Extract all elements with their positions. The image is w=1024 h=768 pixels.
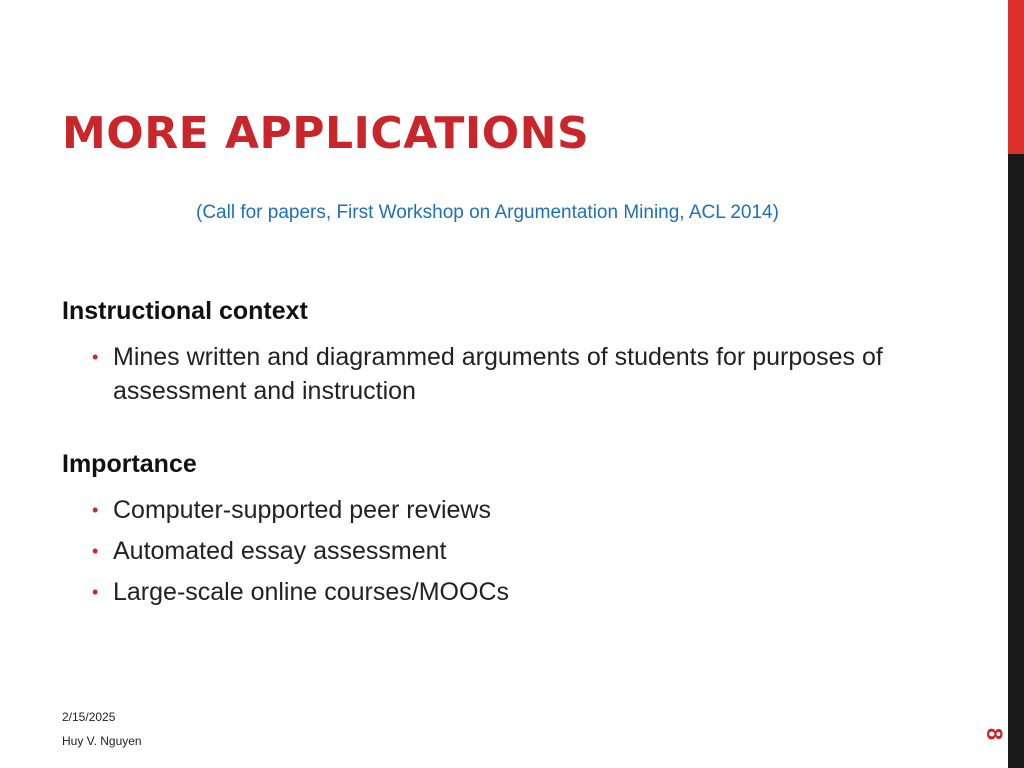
bullet-text: Large-scale online courses/MOOCs — [113, 578, 509, 606]
accent-bar-red — [1008, 0, 1024, 154]
list-item — [92, 493, 942, 527]
slide-title: MORE APPLICATIONS — [62, 108, 590, 159]
list-item — [92, 534, 942, 568]
page-number: 8 — [982, 727, 1007, 741]
bullet-text: Automated essay assessment — [113, 537, 447, 565]
bullet-icon: • — [92, 582, 99, 602]
section-heading-importance: Importance — [62, 450, 197, 478]
bullet-text: Computer-supported peer reviews — [113, 496, 491, 524]
bullet-icon: • — [92, 347, 99, 367]
section-heading-instructional-context: Instructional context — [62, 297, 308, 325]
bullet-list-instructional-context — [62, 340, 942, 408]
slide-content — [62, 294, 942, 616]
bullet-icon: • — [92, 541, 99, 561]
footer-author: Huy V. Nguyen — [62, 734, 142, 748]
list-item — [92, 575, 942, 609]
bullet-icon: • — [92, 500, 99, 520]
bullet-text: Mines written and diagrammed arguments of students for purposes of assessment and instruction — [113, 343, 883, 405]
citation-text: (Call for papers, First Workshop on Argumentation Mining, ACL 2014) — [196, 202, 779, 223]
list-item — [92, 340, 942, 408]
accent-bar-dark — [1008, 154, 1024, 768]
bullet-list-importance — [62, 493, 942, 609]
footer-date: 2/15/2025 — [62, 710, 116, 724]
section-spacer — [62, 415, 942, 447]
